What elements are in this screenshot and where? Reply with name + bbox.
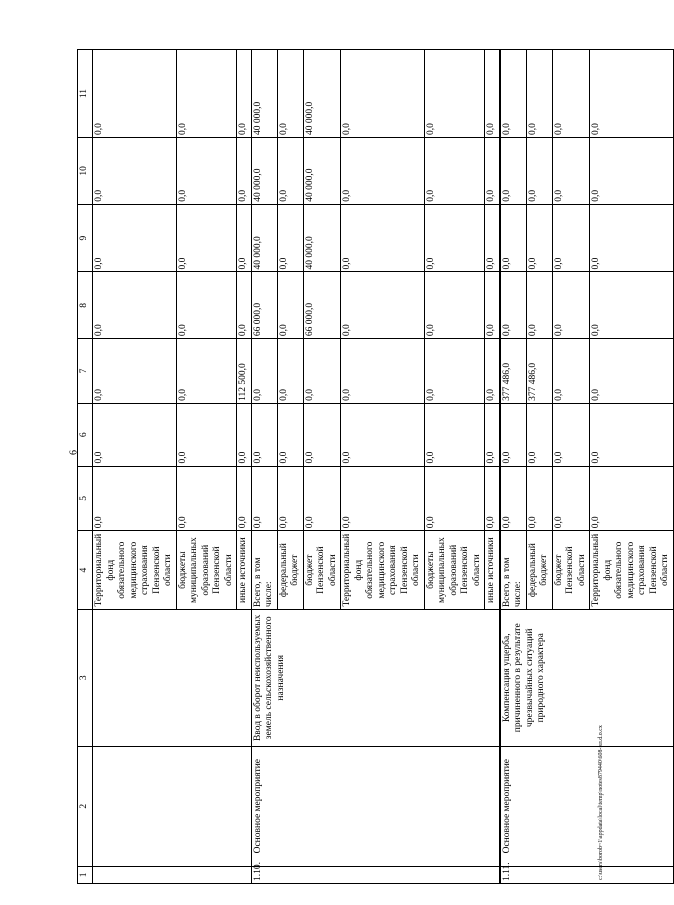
value-cell: 0,0 bbox=[552, 138, 590, 205]
value-cell: 0,0 bbox=[277, 50, 303, 138]
source-cell: бюджет Пензенской области bbox=[552, 531, 590, 610]
value-cell: 0,0 bbox=[237, 50, 252, 138]
value-cell: 0,0 bbox=[251, 339, 277, 404]
value-cell: 0,0 bbox=[303, 403, 341, 466]
source-cell: Территориальный фонд обязательного медицинского страхования Пензенской области bbox=[590, 531, 674, 610]
value-cell: 66 000,0 bbox=[251, 272, 277, 339]
value-cell: 0,0 bbox=[341, 138, 425, 205]
value-cell: 0,0 bbox=[500, 50, 527, 138]
value-cell: 0,0 bbox=[176, 138, 237, 205]
source-cell: Территориальный фонд обязательного медицинского страхования Пензенской области bbox=[93, 531, 177, 610]
value-cell: 0,0 bbox=[93, 50, 177, 138]
value-cell: 0,0 bbox=[485, 466, 500, 531]
value-cell: 0,0 bbox=[277, 403, 303, 466]
header-cell: 10 bbox=[78, 138, 93, 205]
value-cell: 0,0 bbox=[424, 466, 485, 531]
value-cell: 0,0 bbox=[277, 272, 303, 339]
measure-name: Компенсация ущерба, причиненного в результате чрезвычайных ситуаций природного характера bbox=[500, 610, 674, 746]
header-cell: 7 bbox=[78, 339, 93, 404]
header-cell: 8 bbox=[78, 272, 93, 339]
value-cell: 0,0 bbox=[277, 466, 303, 531]
value-cell: 0,0 bbox=[424, 403, 485, 466]
value-cell: 0,0 bbox=[552, 339, 590, 404]
value-cell: 0,0 bbox=[424, 138, 485, 205]
value-cell: 0,0 bbox=[552, 466, 590, 531]
measure-name: Ввод в оборот неиспользуемых земель сельскохозяйственного назначения bbox=[251, 610, 500, 746]
value-cell: 0,0 bbox=[500, 204, 527, 272]
value-cell: 0,0 bbox=[485, 272, 500, 339]
value-cell: 0,0 bbox=[341, 50, 425, 138]
value-cell: 0,0 bbox=[552, 403, 590, 466]
value-cell: 0,0 bbox=[526, 466, 552, 531]
budget-table bbox=[77, 49, 674, 884]
value-cell: 0,0 bbox=[341, 204, 425, 272]
value-cell: 0,0 bbox=[485, 403, 500, 466]
value-cell: 0,0 bbox=[341, 339, 425, 404]
value-cell: 0,0 bbox=[341, 466, 425, 531]
value-cell: 66 000,0 bbox=[303, 272, 341, 339]
value-cell: 0,0 bbox=[526, 403, 552, 466]
value-cell: 0,0 bbox=[500, 138, 527, 205]
value-cell: 0,0 bbox=[500, 466, 527, 531]
value-cell: 0,0 bbox=[424, 50, 485, 138]
file-path-footer: c:\users\borob~1\appdata\local\temp\notes879440\608-ил.d.o.cx bbox=[598, 725, 604, 880]
value-cell: 0,0 bbox=[424, 339, 485, 404]
value-cell: 0,0 bbox=[93, 272, 177, 339]
header-cell: 6 bbox=[78, 403, 93, 466]
value-cell: 0,0 bbox=[424, 204, 485, 272]
measure-number: 1.11. bbox=[500, 866, 674, 883]
value-cell: 0,0 bbox=[552, 204, 590, 272]
value-cell: 0,0 bbox=[303, 466, 341, 531]
source-cell: бюджеты муниципальных образований Пензенской области bbox=[424, 531, 485, 610]
value-cell: 0,0 bbox=[176, 272, 237, 339]
value-cell: 0,0 bbox=[590, 50, 674, 138]
value-cell: 0,0 bbox=[93, 466, 177, 531]
value-cell: 0,0 bbox=[485, 204, 500, 272]
table-row bbox=[93, 50, 177, 884]
header-cell: 5 bbox=[78, 466, 93, 531]
value-cell: 0,0 bbox=[590, 466, 674, 531]
measure-type: Основное мероприятие bbox=[251, 746, 500, 866]
value-cell: 0,0 bbox=[341, 272, 425, 339]
table-row bbox=[251, 50, 277, 884]
value-cell: 0,0 bbox=[237, 204, 252, 272]
value-cell: 0,0 bbox=[526, 50, 552, 138]
value-cell: 0,0 bbox=[93, 403, 177, 466]
header-cell: 1 bbox=[78, 866, 93, 883]
value-cell: 0,0 bbox=[590, 138, 674, 205]
value-cell: 0,0 bbox=[590, 403, 674, 466]
value-cell: 0,0 bbox=[303, 339, 341, 404]
budget-table-rotated bbox=[77, 49, 670, 884]
value-cell: 40 000,0 bbox=[251, 204, 277, 272]
source-cell: Всего, в том числе: bbox=[251, 531, 277, 610]
value-cell: 112 500,0 bbox=[237, 339, 252, 404]
header-cell: 11 bbox=[78, 50, 93, 138]
header-cell: 3 bbox=[78, 610, 93, 746]
value-cell: 0,0 bbox=[424, 272, 485, 339]
value-cell: 0,0 bbox=[277, 204, 303, 272]
value-cell: 0,0 bbox=[176, 204, 237, 272]
source-cell: иные источники bbox=[237, 531, 252, 610]
source-cell: федеральный бюджет bbox=[526, 531, 552, 610]
value-cell: 0,0 bbox=[237, 138, 252, 205]
value-cell: 40 000,0 bbox=[303, 50, 341, 138]
value-cell: 0,0 bbox=[93, 204, 177, 272]
value-cell: 0,0 bbox=[485, 50, 500, 138]
value-cell: 0,0 bbox=[176, 466, 237, 531]
value-cell: 0,0 bbox=[500, 403, 527, 466]
value-cell: 0,0 bbox=[251, 403, 277, 466]
source-cell: бюджет Пензенской области bbox=[303, 531, 341, 610]
value-cell: 0,0 bbox=[176, 50, 237, 138]
value-cell: 0,0 bbox=[237, 403, 252, 466]
value-cell: 0,0 bbox=[251, 466, 277, 531]
value-cell: 0,0 bbox=[237, 466, 252, 531]
value-cell: 0,0 bbox=[277, 138, 303, 205]
value-cell: 377 486,0 bbox=[500, 339, 527, 404]
value-cell: 0,0 bbox=[590, 272, 674, 339]
value-cell: 0,0 bbox=[341, 403, 425, 466]
source-cell: Территориальный фонд обязательного медицинского страхования Пензенской области bbox=[341, 531, 425, 610]
value-cell: 0,0 bbox=[485, 138, 500, 205]
value-cell: 0,0 bbox=[552, 272, 590, 339]
source-cell: Всего, в том числе: bbox=[500, 531, 527, 610]
header-cell: 9 bbox=[78, 204, 93, 272]
source-cell: федеральный бюджет bbox=[277, 531, 303, 610]
header-row bbox=[78, 50, 93, 884]
value-cell: 0,0 bbox=[237, 272, 252, 339]
header-cell: 2 bbox=[78, 746, 93, 866]
value-cell: 0,0 bbox=[590, 204, 674, 272]
value-cell: 0,0 bbox=[526, 272, 552, 339]
value-cell: 0,0 bbox=[277, 339, 303, 404]
value-cell: 40 000,0 bbox=[251, 50, 277, 138]
value-cell: 0,0 bbox=[552, 50, 590, 138]
value-cell: 0,0 bbox=[93, 138, 177, 205]
value-cell: 0,0 bbox=[526, 138, 552, 205]
value-cell: 40 000,0 bbox=[251, 138, 277, 205]
value-cell: 0,0 bbox=[176, 339, 237, 404]
measure-type: Основное мероприятие bbox=[500, 746, 674, 866]
value-cell: 0,0 bbox=[176, 403, 237, 466]
value-cell: 0,0 bbox=[526, 204, 552, 272]
source-cell: иные источники bbox=[485, 531, 500, 610]
value-cell: 40 000,0 bbox=[303, 204, 341, 272]
header-cell: 4 bbox=[78, 531, 93, 610]
value-cell: 0,0 bbox=[485, 339, 500, 404]
measure-number: 1.10. bbox=[251, 866, 500, 883]
value-cell: 377 486,0 bbox=[526, 339, 552, 404]
value-cell: 0,0 bbox=[500, 272, 527, 339]
table-row bbox=[500, 50, 527, 884]
source-cell: бюджеты муниципальных образований Пензенской области bbox=[176, 531, 237, 610]
page-number: 6 bbox=[68, 450, 80, 455]
value-cell: 0,0 bbox=[590, 339, 674, 404]
value-cell: 40 000,0 bbox=[303, 138, 341, 205]
value-cell: 0,0 bbox=[93, 339, 177, 404]
